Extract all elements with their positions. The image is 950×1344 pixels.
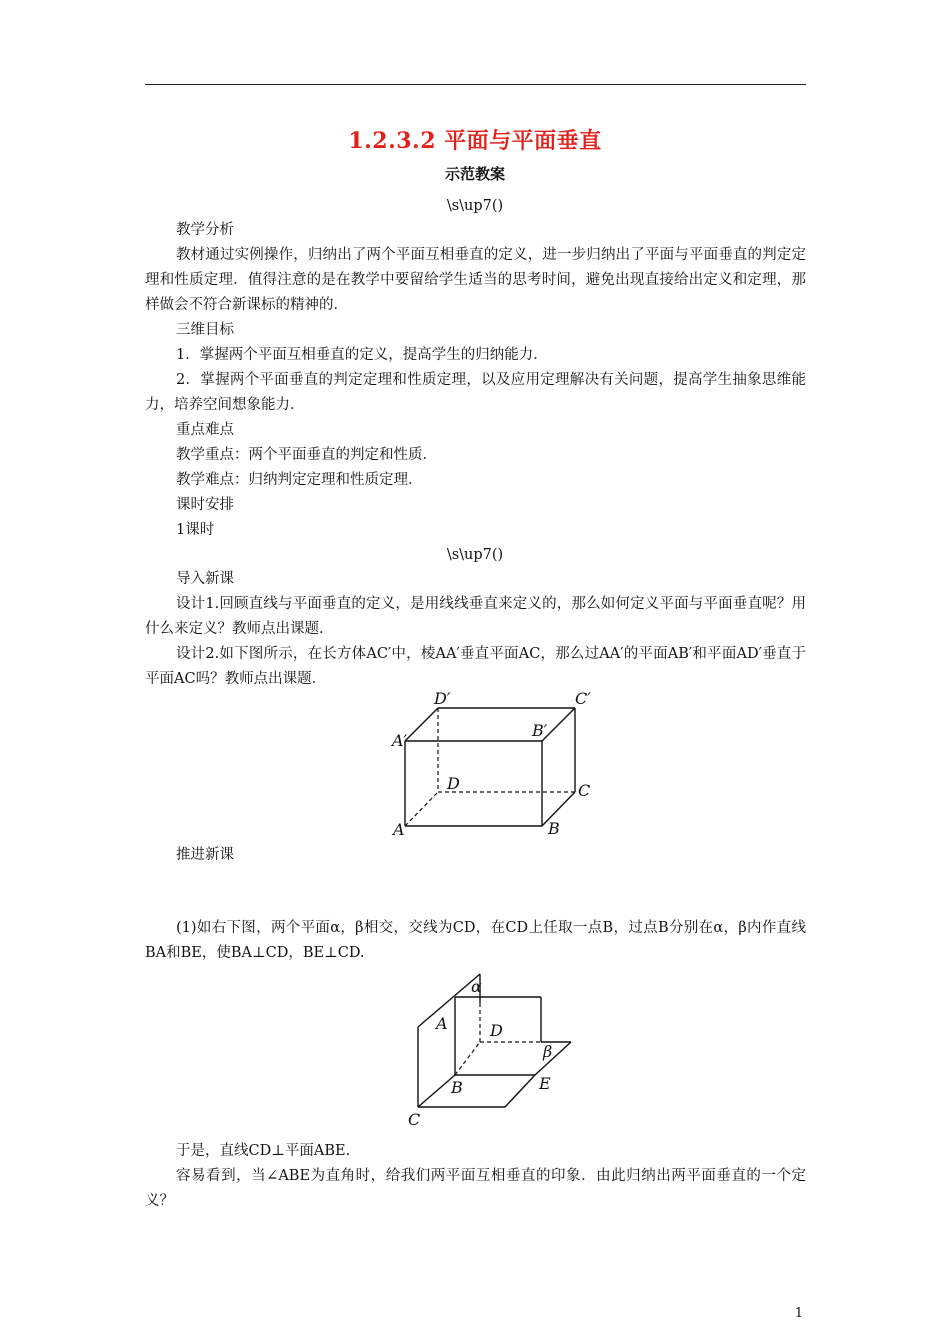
label-d: D — [490, 1021, 503, 1040]
line-cb — [418, 1075, 455, 1107]
objective-2: 2．掌握两个平面垂直的判定定理和性质定理，以及应用定理解决有关问题，提高学生抽象思维能力，培养空间想象能力． — [145, 372, 806, 413]
label-alpha: α — [471, 977, 482, 996]
heading-intro: 导入新课 — [176, 571, 234, 587]
label-c: C — [578, 781, 591, 800]
label-a: A — [393, 820, 405, 839]
heading-teaching-analysis: 教学分析 — [176, 222, 234, 238]
conclusion-line: 于是，直线CD⊥平面ABE. — [176, 1143, 351, 1159]
label-d1: D′ — [434, 689, 451, 708]
edge-a1-d1 — [405, 708, 438, 741]
label-b: B — [548, 819, 560, 838]
heading-key-points: 重点难点 — [176, 422, 234, 438]
design-1: 设计1.回顾直线与平面垂直的定义，是用线线垂直来定义的，那么如何定义平面与平面垂直呢？用什么来定义？教师点出课题． — [145, 596, 806, 637]
heading-schedule: 课时安排 — [176, 497, 234, 513]
key-point: 教学重点：两个平面垂直的判定和性质． — [176, 447, 437, 463]
figure-cuboid — [385, 688, 600, 840]
beta-right-edge — [535, 1042, 571, 1075]
page-title: 1.2.3.2 平面与平面垂直 — [348, 128, 602, 154]
heading-new-lesson: 推进新课 — [176, 847, 234, 863]
paragraph-analysis: 教材通过实例操作，归纳出了两个平面互相垂直的定义，进一步归纳出了平面与平面垂直的判定定理和性质定理．值得注意的是在教学中要留给学生适当的思考时间，避免出现直接给出定义和定理，那样做会不符合新课标的精神的． — [145, 247, 806, 313]
design-2: 设计2.如下图所示，在长方体AC′中，棱AA′垂直平面AC，那么过AA′的平面AB′和平面AD′垂直于平面AC吗？教师点出课题． — [145, 646, 806, 687]
beta-front-right — [505, 1075, 535, 1107]
page-number: 1 — [794, 1306, 803, 1321]
header-rule — [145, 84, 806, 85]
activity-1: (1)如右下图，两个平面α，β相交，交线为CD，在CD上任取一点B，过点B分别在α，β内作直线BA和BE，使BA⊥CD，BE⊥CD. — [145, 920, 806, 961]
hidden-bd — [455, 1042, 480, 1075]
label-c1: C′ — [575, 689, 591, 708]
difficult-point: 教学难点：归纳判定定理和性质定理． — [176, 472, 423, 488]
label-e: E — [539, 1074, 551, 1093]
heading-objectives: 三维目标 — [176, 322, 234, 338]
page-subtitle: 示范教案 — [444, 165, 505, 183]
label-b: B — [451, 1078, 463, 1097]
label-a1: A′ — [392, 731, 408, 750]
field-code-1: \s\up7() — [446, 198, 504, 214]
label-a: A — [436, 1014, 448, 1033]
objective-1: 1．掌握两个平面互相垂直的定义，提高学生的归纳能力． — [176, 347, 548, 363]
schedule-text: 1课时 — [176, 522, 215, 538]
label-beta: β — [543, 1042, 553, 1061]
label-c: C — [408, 1110, 421, 1129]
figure-perpendicular-planes — [400, 967, 585, 1132]
label-b1: B′ — [532, 721, 548, 740]
label-d: D — [447, 774, 460, 793]
question-paragraph: 容易看到，当∠ABE为直角时，给我们两平面互相垂直的印象．由此归纳出两平面垂直的一个定义？ — [145, 1168, 806, 1209]
field-code-2: \s\up7() — [446, 547, 504, 563]
edge-a-d-hidden — [405, 792, 438, 826]
